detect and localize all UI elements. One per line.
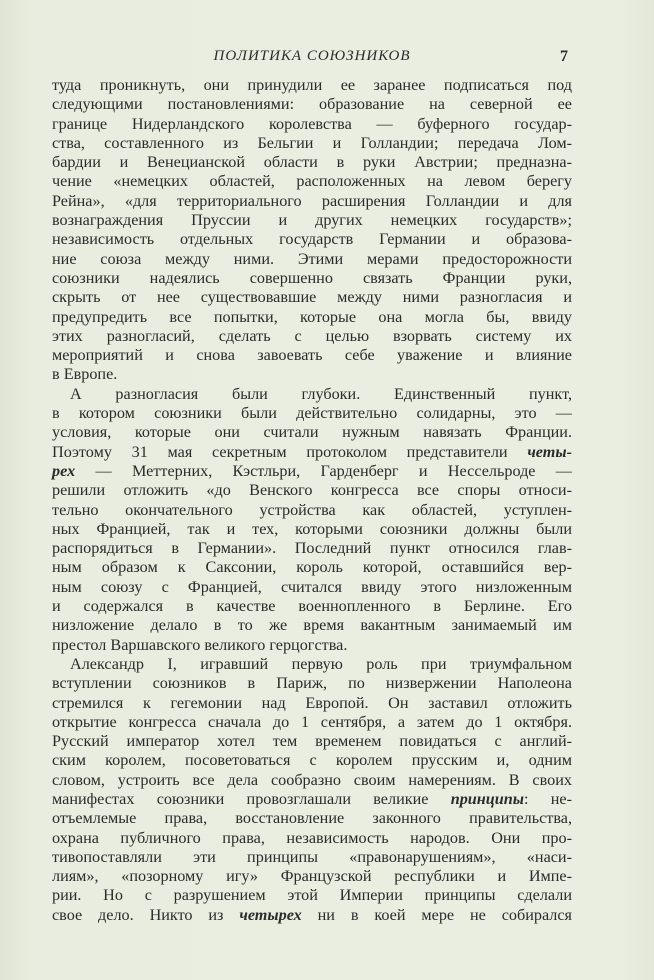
text-segment: — Меттерних, Кэстльри, Гарденберг и Нессельроде —	[75, 461, 572, 480]
text-segment: распорядиться в Германии». Последний пункт относился глав-	[52, 539, 572, 558]
text-line	[52, 115, 572, 134]
text-segment: в Европе.	[52, 365, 118, 384]
text-segment: тельно окончательного устройства как областей, уступлен-	[52, 500, 572, 519]
text-segment: чение «немецких областей, расположенных на левом берегу	[52, 172, 572, 191]
text-segment: ным союзу с Францией, считался ввиду этого низложенным	[52, 577, 572, 596]
text-segment: отъемлемые права, восстановление законного правительства,	[52, 809, 572, 828]
text-segment: тивопоставляли эти принципы «правонарушениям», «наси-	[52, 847, 572, 866]
text-segment: рии. Но с разрушением этой Империи принципы сделали	[52, 886, 572, 905]
text-line	[52, 308, 572, 327]
text-segment: туда проникнуть, они принудили ее заранее подписаться под	[52, 76, 572, 94]
text-line	[52, 674, 572, 693]
text-line	[52, 134, 572, 153]
text-line	[52, 385, 572, 404]
text-line	[52, 809, 572, 828]
emphasized-text: рех	[52, 461, 76, 480]
text-segment: независимость отдельных государств Германии и образова-	[52, 230, 572, 249]
text-line	[52, 694, 572, 713]
text-line	[52, 365, 572, 384]
text-segment: ние союза между ними. Этими мерами предосторожности	[52, 249, 572, 268]
text-segment: Поэтому 31 мая секретным протоколом представители	[52, 442, 528, 461]
text-line	[52, 443, 572, 462]
text-line	[52, 404, 572, 423]
text-segment: мероприятий и снова завоевать себе уважение и влияние	[52, 346, 572, 365]
text-segment: вознаграждения Пруссии и других немецких государств»;	[52, 211, 572, 230]
emphasized-text: четырех	[239, 905, 302, 924]
text-line	[52, 867, 572, 886]
text-segment: условия, которые они считали нужным навязать Франции.	[52, 423, 572, 442]
text-segment: Русский император хотел тем временем повидаться с англий-	[52, 732, 572, 751]
text-line	[52, 829, 572, 848]
text-line	[52, 423, 572, 442]
text-segment: следующими постановлениями: образование на северной ее	[52, 95, 572, 114]
text-segment: : не-	[524, 789, 572, 808]
text-line	[52, 76, 572, 95]
text-line	[52, 616, 572, 635]
text-segment: А разногласия были глубоки. Единственный пункт,	[70, 384, 572, 403]
text-line	[52, 327, 572, 346]
text-line	[52, 558, 572, 577]
text-line	[52, 771, 572, 790]
emphasized-text: четы-	[527, 442, 572, 461]
page-number: 7	[560, 48, 568, 65]
text-segment: и содержался в качестве военнопленного в Берлине. Его	[52, 597, 572, 616]
text-segment: скрыть от нее существовавшие между ними разногласия и	[52, 288, 572, 307]
text-segment: бардии и Венецианской области в руки Австрии; предназна-	[52, 153, 572, 172]
text-line	[52, 153, 572, 172]
text-line	[52, 732, 572, 751]
text-line	[52, 886, 572, 905]
text-line	[52, 520, 572, 539]
running-title: ПОЛИТИКА СОЮЗНИКОВ	[213, 48, 411, 64]
text-segment: ных Францией, так и тех, которыми союзники должны были	[52, 519, 572, 538]
text-segment: в котором союзники были действительно солидарны, это —	[52, 404, 572, 423]
paragraph	[52, 385, 572, 655]
text-segment: открытие конгресса сначала до 1 сентября, а затем до 1 октября.	[52, 712, 572, 731]
paragraph	[52, 76, 572, 385]
text-line	[52, 655, 572, 674]
text-segment: ным образом к Саксонии, король которой, оставшийся вер-	[52, 558, 572, 577]
text-segment: низложение делало в то же время вакантным занимаемый им	[52, 616, 572, 635]
text-line	[52, 481, 572, 500]
text-line	[52, 462, 572, 481]
text-segment: стремился к гегемонии над Европой. Он заставил отложить	[52, 693, 572, 712]
text-line	[52, 95, 572, 114]
text-segment: охрана публичного права, независимость народов. Они про-	[52, 828, 572, 847]
text-line	[52, 250, 572, 269]
text-line	[52, 790, 572, 809]
text-segment: ни в коей мере не собирался	[301, 905, 572, 924]
running-head	[52, 48, 572, 70]
text-segment: Рейна», «для территориального расширения Голландии и для	[52, 191, 572, 210]
text-line	[52, 501, 572, 520]
text-segment: свое дело. Никто из	[52, 905, 240, 924]
text-line	[52, 539, 572, 558]
text-line	[52, 578, 572, 597]
text-segment: вступлении союзников в Париж, по низвержении Наполеона	[52, 674, 572, 693]
text-line	[52, 269, 572, 288]
text-segment: предупредить все попытки, которые она могла бы, ввиду	[52, 307, 572, 326]
text-line	[52, 751, 572, 770]
text-line	[52, 211, 572, 230]
text-line	[52, 230, 572, 249]
text-segment: престол Варшавского великого герцогства.	[52, 635, 348, 654]
body-text	[52, 76, 572, 925]
text-line	[52, 288, 572, 307]
text-segment: манифестах союзники провозглашали великие	[52, 789, 451, 808]
text-segment: границе Нидерландского королевства — буферного государ-	[52, 114, 572, 133]
text-line	[52, 848, 572, 867]
text-line	[52, 346, 572, 365]
text-line	[52, 906, 572, 925]
text-line	[52, 713, 572, 732]
text-segment: ства, составленного из Бельгии и Голландии; передача Лом-	[52, 133, 572, 152]
text-line	[52, 636, 572, 655]
text-segment: этих разногласий, сделать с целью взорвать систему их	[52, 326, 572, 345]
text-line	[52, 597, 572, 616]
text-segment: решили отложить «до Венского конгресса все споры относи-	[52, 481, 572, 500]
text-segment: лиям», «позорному игу» Французской республики и Импе-	[52, 867, 572, 886]
paragraph	[52, 655, 572, 925]
emphasized-text: принципы	[450, 789, 525, 808]
text-line	[52, 172, 572, 191]
text-segment: словом, устроить все дела сообразно своим намерениям. В своих	[52, 770, 572, 789]
text-segment: Александр I, игравший первую роль при триумфальном	[70, 654, 572, 673]
text-segment: союзники надеялись совершенно связать Франции руки,	[52, 268, 572, 287]
text-segment: ским королем, посоветоваться с королем прусским и, одним	[52, 751, 572, 770]
text-line	[52, 192, 572, 211]
